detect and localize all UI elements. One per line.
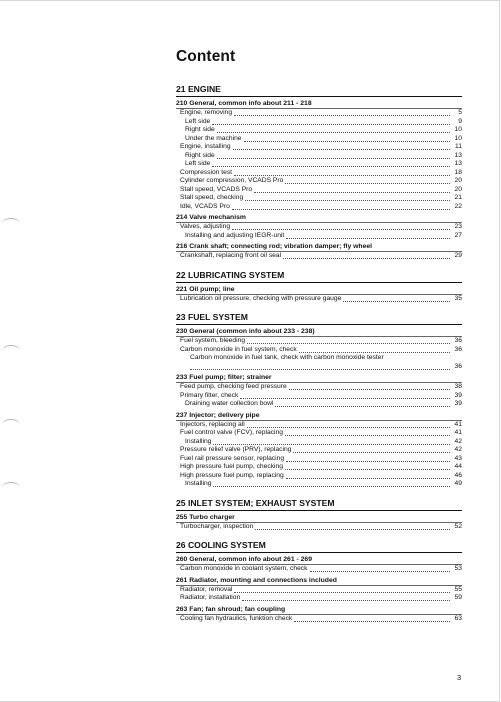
entry-label: Installing <box>185 480 212 487</box>
chapter-title[interactable]: 23 FUEL SYSTEM <box>176 312 462 325</box>
chapter-title[interactable]: 22 LUBRICATING SYSTEM <box>176 270 462 283</box>
entry-page: 55 <box>454 585 462 593</box>
entry-page: 46 <box>454 471 462 479</box>
entry-label: Under the machine <box>185 134 242 142</box>
dot-leader <box>212 161 450 167</box>
dot-leader <box>283 253 450 259</box>
section-title[interactable]: 221 Oil pump; line <box>176 285 462 295</box>
entry-page: 59 <box>454 594 462 601</box>
toc-entry[interactable] <box>176 392 462 401</box>
entry-page: 39 <box>454 391 462 399</box>
toc-entry[interactable] <box>176 337 462 346</box>
toc-chapter <box>176 540 462 623</box>
toc-entry[interactable] <box>176 523 462 532</box>
entry-label: High pressure fuel pump, checking <box>180 463 283 470</box>
toc-entry[interactable] <box>176 232 462 241</box>
dot-leader <box>255 524 450 530</box>
toc-entry[interactable] <box>176 152 462 161</box>
section-title[interactable]: 216 Crank shaft; connecting rod; vibration damper; fly wheel <box>176 242 462 252</box>
section-title[interactable]: 263 Fan; fan shroud; fan coupling <box>176 605 462 615</box>
table-of-contents <box>176 48 462 632</box>
toc-entry[interactable] <box>176 177 462 186</box>
toc-entry[interactable] <box>176 400 462 409</box>
binder-hole <box>2 482 20 493</box>
section-title[interactable]: 237 Injector; delivery pipe <box>176 411 462 421</box>
section-title[interactable]: 260 General, common info about 261 - 269 <box>176 555 462 565</box>
dot-leader <box>343 296 450 302</box>
toc-entry[interactable] <box>176 615 462 624</box>
dot-leader <box>232 204 450 210</box>
entry-label: Right side <box>185 126 215 133</box>
entry-label: Feed pump, checking feed pressure <box>180 383 287 390</box>
page-title: Content <box>176 48 236 65</box>
toc-chapter <box>176 84 462 261</box>
dot-leader <box>286 473 450 479</box>
entry-label: Valves, adjusting <box>180 223 231 230</box>
toc-entry[interactable] <box>176 223 462 232</box>
toc-entry[interactable] <box>176 472 462 481</box>
dot-leader <box>217 153 450 159</box>
dot-leader <box>244 136 450 142</box>
binder-hole <box>2 345 20 356</box>
dot-leader <box>254 187 450 193</box>
toc-entry[interactable] <box>176 295 462 304</box>
entry-page: 63 <box>454 614 462 622</box>
dot-leader <box>212 119 450 125</box>
toc-list <box>176 84 462 623</box>
entry-page: 42 <box>454 446 462 453</box>
dot-leader <box>213 481 450 487</box>
entry-page: 36 <box>454 337 462 344</box>
entry-page: 27 <box>454 231 462 239</box>
entry-page: 53 <box>454 565 462 572</box>
entry-label: Engine, installing <box>180 143 231 150</box>
entry-label: Idle, VCADS Pro <box>180 202 230 210</box>
entry-label: Radiator, installation <box>180 594 241 601</box>
toc-chapter <box>176 270 462 304</box>
entry-label: Installing <box>185 437 212 445</box>
toc-section <box>176 242 462 261</box>
entry-page: 10 <box>454 134 462 142</box>
toc-entry[interactable] <box>176 194 462 203</box>
dot-leader <box>234 587 450 593</box>
dot-leader <box>286 233 450 239</box>
toc-section <box>176 373 462 409</box>
dot-leader <box>294 616 450 622</box>
toc-entry[interactable] <box>176 169 462 178</box>
dot-leader <box>310 566 451 572</box>
dot-leader <box>293 447 450 453</box>
chapter-title[interactable]: 26 COOLING SYSTEM <box>176 540 462 553</box>
chapter-title[interactable]: 25 INLET SYSTEM; EXHAUST SYSTEM <box>176 498 462 511</box>
entry-label: Radiator, removal <box>180 585 233 593</box>
entry-label: Turbocharger, inspection <box>180 522 254 530</box>
entry-page: 22 <box>454 202 462 210</box>
entry-page: 52 <box>454 522 462 530</box>
toc-entry[interactable] <box>176 421 462 430</box>
dot-leader <box>190 364 450 370</box>
binder-hole <box>2 419 20 430</box>
toc-chapter <box>176 312 462 489</box>
dot-leader <box>232 224 450 230</box>
dot-leader <box>234 170 450 176</box>
page-number: 3 <box>457 673 462 682</box>
entry-label: Fuel rail pressure sensor, replacing <box>180 454 285 462</box>
dot-leader <box>285 430 450 436</box>
dot-leader <box>234 110 450 116</box>
toc-entry[interactable] <box>176 143 462 152</box>
entry-label: Stall speed, VCADS Pro <box>180 185 253 193</box>
entry-label: Installing and adjusting IEGR-unit <box>185 231 285 239</box>
toc-entry[interactable] <box>176 203 462 212</box>
entry-label: Cooling fan hydraulics, funktion check <box>180 614 293 622</box>
entry-label: Pressure relief valve (PRV), replacing <box>180 446 292 453</box>
toc-entry[interactable] <box>176 446 462 455</box>
entry-label: Lubrication oil pressure, checking with pressure gauge <box>180 294 342 302</box>
dot-leader <box>286 456 450 462</box>
section-title[interactable]: 255 Turbo charger <box>176 513 462 523</box>
entry-label: Primary filter, check <box>180 391 239 399</box>
toc-entry[interactable] <box>176 126 462 135</box>
entry-label: Cylinder compression, VCADS Pro <box>180 177 284 184</box>
entry-page: 36 <box>454 345 462 353</box>
section-title[interactable]: 214 Valve mechanism <box>176 213 462 223</box>
entry-label: Right side <box>185 151 215 159</box>
toc-entry[interactable] <box>176 438 462 447</box>
section-title[interactable]: 233 Fuel pump; filter; strainer <box>176 373 462 383</box>
entry-label: Carbon monoxide in coolant system, check <box>180 565 308 572</box>
entry-label: Crankshaft, replacing front oil seal <box>180 252 282 259</box>
dot-leader <box>289 384 450 390</box>
entry-page: 36 <box>454 362 462 370</box>
entry-page: 11 <box>455 143 462 150</box>
entry-page: 49 <box>454 480 462 487</box>
toc-entry[interactable] <box>176 455 462 464</box>
toc-section <box>176 576 462 603</box>
entry-page: 42 <box>454 437 462 445</box>
entry-label: High pressure fuel pump, replacing <box>180 471 284 479</box>
toc-entry[interactable] <box>176 594 462 603</box>
toc-section <box>176 99 462 211</box>
toc-entry[interactable] <box>176 480 462 489</box>
toc-entry[interactable] <box>176 346 462 355</box>
entry-page: 41 <box>454 420 462 428</box>
section-title[interactable]: 210 General, common info about 211 - 218 <box>176 99 462 109</box>
dot-leader <box>242 595 450 601</box>
toc-section <box>176 555 462 574</box>
section-title[interactable]: 261 Radiator, mounting and connections included <box>176 576 462 586</box>
toc-entry[interactable] <box>176 565 462 574</box>
entry-page: 13 <box>454 151 462 159</box>
entry-label: Injectors, replacing all <box>180 420 245 428</box>
toc-section <box>176 605 462 624</box>
toc-entry[interactable] <box>176 160 462 169</box>
toc-entry[interactable] <box>176 135 462 144</box>
entry-label: Draining water collection bowl <box>185 400 274 407</box>
entry-page: 10 <box>454 126 462 133</box>
toc-entry[interactable] <box>176 252 462 261</box>
section-title[interactable]: 230 General (common info about 233 - 238) <box>176 327 462 337</box>
toc-entry[interactable] <box>176 118 462 127</box>
entry-label: Fuel control valve (FCV), replacing <box>180 429 283 436</box>
dot-leader <box>285 178 450 184</box>
dot-leader <box>213 439 450 445</box>
dot-leader <box>247 422 450 428</box>
entry-page: 21 <box>454 194 462 201</box>
entry-page: 5 <box>458 109 462 116</box>
entry-page: 41 <box>454 429 462 436</box>
toc-entry[interactable] <box>176 429 462 438</box>
entry-page: 23 <box>454 223 462 230</box>
dot-leader <box>245 195 450 201</box>
toc-entry[interactable] <box>176 109 462 118</box>
entry-label: Engine, removing <box>180 109 233 116</box>
entry-page: 29 <box>454 252 462 259</box>
toc-entry[interactable] <box>176 186 462 195</box>
dot-leader <box>247 338 450 344</box>
toc-section <box>176 513 462 532</box>
entry-page: 43 <box>454 454 462 462</box>
chapter-title[interactable]: 21 ENGINE <box>176 84 462 97</box>
toc-entry[interactable] <box>176 586 462 595</box>
entry-label: Compression test <box>180 168 233 176</box>
toc-entry[interactable] <box>176 463 462 472</box>
dot-leader <box>233 144 450 150</box>
toc-entry[interactable] <box>176 383 462 392</box>
toc-entry[interactable] <box>176 354 462 371</box>
dot-leader <box>299 347 450 353</box>
toc-section <box>176 285 462 304</box>
entry-page: 35 <box>454 294 462 302</box>
entry-page: 18 <box>454 168 462 176</box>
entry-label: Carbon monoxide in fuel system, check <box>180 345 297 353</box>
entry-label: Fuel system, bleeding <box>180 337 246 344</box>
toc-section <box>176 327 462 371</box>
dot-leader <box>275 401 450 407</box>
toc-chapter <box>176 498 462 532</box>
toc-section <box>176 213 462 240</box>
entry-page: 39 <box>454 400 462 407</box>
entry-label: Left side <box>185 160 211 167</box>
entry-page: 20 <box>454 185 462 193</box>
entry-leader-row <box>190 363 462 372</box>
entry-label: Stall speed, checking <box>180 194 244 201</box>
entry-page: 20 <box>454 177 462 184</box>
entry-page: 44 <box>454 463 462 470</box>
dot-leader <box>217 127 450 133</box>
binder-hole <box>2 218 20 229</box>
entry-page: 9 <box>458 117 462 125</box>
entry-page: 13 <box>454 160 462 167</box>
dot-leader <box>285 464 450 470</box>
entry-label: Carbon monoxide in fuel tank, check with carbon monoxide tester <box>190 354 384 361</box>
toc-section <box>176 411 462 489</box>
entry-page: 38 <box>454 383 462 390</box>
dot-leader <box>240 393 450 399</box>
entry-label: Left side <box>185 117 211 125</box>
